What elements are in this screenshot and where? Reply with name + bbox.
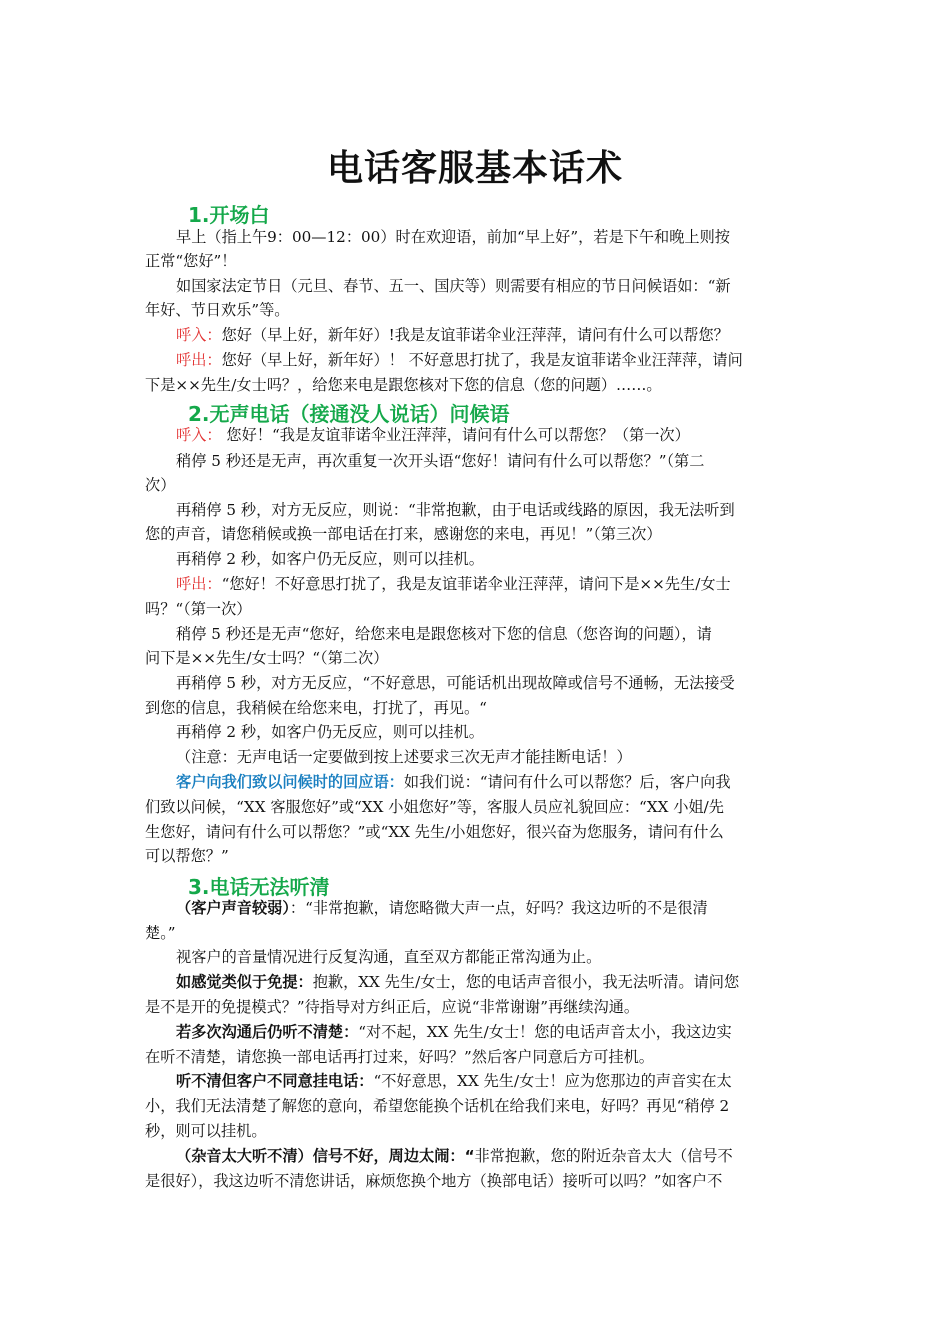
reply-line	[176, 772, 731, 792]
paragraph-line: 楚。”	[145, 924, 176, 942]
disagree-line	[176, 1071, 732, 1091]
reply-text: 如我们说：“请问有什么可以帮您？后，客户向我	[403, 773, 731, 791]
handsfree-text: 抱歉，XX 先生/女士，您的电话声音很小，我无法听清。请问您	[312, 973, 740, 991]
paragraph-line: 次）	[145, 476, 176, 494]
inbound-line	[176, 325, 729, 345]
paragraph-line: 如国家法定节日（元旦、春节、五一、国庆等）则需要有相应的节日问候语如：“新	[176, 277, 731, 295]
paragraph-line: 秒，则可以挂机。	[145, 1122, 267, 1140]
paragraph-line: 生您好，请问有什么可以帮您？”或“XX 先生/小姐您好，很兴奋为您服务，请问有什么	[145, 823, 724, 841]
paragraph-line: 可以帮您？”	[145, 847, 229, 865]
outbound-line	[176, 350, 743, 370]
paragraph-line: 是不是开的免提模式？”待指导对方纠正后，应说“非常谢谢”再继续沟通。	[145, 998, 640, 1016]
handsfree-line	[176, 972, 739, 992]
inbound-line	[176, 425, 690, 445]
paragraph-line: 在听不清楚，请您换一部电话再打过来，好吗？”然后客户同意后方可挂机。	[145, 1048, 654, 1066]
disagree-label: 听不清但客户不同意挂电话：	[176, 1072, 374, 1090]
repeated-line	[176, 1022, 732, 1042]
paragraph-line: 再稍停 5 秒，对方无反应，“不好意思，可能话机出现故障或信号不通畅，无法接受	[176, 674, 735, 692]
paragraph-line: 到您的信息，我稍候在给您来电，打扰了，再见。“	[145, 699, 487, 717]
noise-label: （杂音太大听不清）信号不好，周边太闹：“	[176, 1147, 475, 1165]
noise-line	[176, 1146, 733, 1166]
paragraph-line: 年好、节日欢乐”等。	[145, 301, 290, 319]
paragraph-line: 们致以问候，“XX 客服您好”或“XX 小姐您好”等，客服人员应礼貌回应：“XX 小姐/先	[145, 798, 724, 816]
handsfree-label: 如感觉类似于免提：	[176, 973, 313, 991]
paragraph-line: 您的声音，请您稍候或换一部电话在打来，感谢您的来电，再见！”（第三次）	[145, 525, 662, 543]
paragraph-line: 再稍停 5 秒，对方无反应，则说：“非常抱歉，由于电话或线路的原因，我无法听到	[176, 501, 735, 519]
disagree-text: “不好意思，XX 先生/女士！应为您那边的声音实在太	[373, 1072, 732, 1090]
reply-label: 客户向我们致以问候时的回应语：	[176, 773, 404, 791]
section-heading-silent-call: 2.无声电话（接通没人说话）问候语	[188, 402, 510, 426]
paragraph-line: 正常“您好”！	[145, 252, 237, 270]
outbound-label: 呼出：	[176, 575, 222, 593]
paragraph-line: 早上（指上午9：00—12：00）时在欢迎语，前加“早上好”，若是下午和晚上则按	[176, 228, 730, 246]
paragraph-line: 稍停 5 秒还是无声“您好，给您来电是跟您核对下您的信息（您咨询的问题），请	[176, 625, 712, 643]
inbound-label: 呼入：	[176, 326, 222, 344]
repeated-label: 若多次沟通后仍听不清楚：	[176, 1023, 359, 1041]
paragraph-line: 是很好），我这边听不清您讲话，麻烦您换个地方（换部电话）接听可以吗？”如客户不	[145, 1172, 723, 1190]
outbound-text: 您好（早上好，新年好）！ 不好意思打扰了，我是友谊菲诺伞业汪萍萍，请问	[221, 351, 743, 369]
section-heading-cannot-hear: 3.电话无法听清	[188, 875, 330, 899]
page-title: 电话客服基本话术	[326, 148, 623, 189]
noise-text: 非常抱歉，您的附近杂音太大（信号不	[474, 1147, 733, 1165]
outbound-line	[176, 574, 731, 594]
paragraph-line: 小，我们无法清楚了解您的意向，希望您能换个话机在给我们来电，好吗？再见“稍停 2	[145, 1097, 730, 1115]
paragraph-line: 下是××先生/女士吗？，给您来电是跟您核对下您的信息（您的问题）……。	[145, 376, 662, 394]
section-heading-opening: 1.开场白	[188, 203, 270, 227]
paragraph-line: 问下是××先生/女士吗？“（第二次）	[145, 649, 389, 667]
outbound-text: “您好！不好意思打扰了，我是友谊菲诺伞业汪萍萍，请问下是××先生/女士	[221, 575, 731, 593]
paragraph-line: 稍停 5 秒还是无声，再次重复一次开头语“您好！请问有什么可以帮您？”（第二	[176, 452, 705, 470]
paragraph-line: 吗？“（第一次）	[145, 600, 252, 618]
inbound-text: 您好（早上好，新年好）!我是友谊菲诺伞业汪萍萍，请问有什么可以帮您？	[221, 326, 729, 344]
weak-voice-label: （客户声音较弱）	[176, 899, 290, 917]
inbound-text: 您好！“我是友谊菲诺伞业汪萍萍，请问有什么可以帮您？（第一次）	[221, 426, 690, 444]
inbound-label: 呼入：	[176, 426, 222, 444]
repeated-text: “对不起，XX 先生/女士！您的电话声音太小，我这边实	[358, 1023, 732, 1041]
note-line: （注意：无声电话一定要做到按上述要求三次无声才能挂断电话！）	[176, 748, 632, 766]
weak-voice-line	[176, 898, 708, 918]
outbound-label: 呼出：	[176, 351, 222, 369]
paragraph-line: 再稍停 2 秒，如客户仍无反应，则可以挂机。	[176, 550, 484, 568]
weak-voice-text: ：“非常抱歉，请您略微大声一点，好吗？我这边听的不是很清	[289, 899, 708, 917]
paragraph-line: 视客户的音量情况进行反复沟通，直至双方都能正常沟通为止。	[176, 948, 602, 966]
paragraph-line: 再稍停 2 秒，如客户仍无反应，则可以挂机。	[176, 723, 484, 741]
